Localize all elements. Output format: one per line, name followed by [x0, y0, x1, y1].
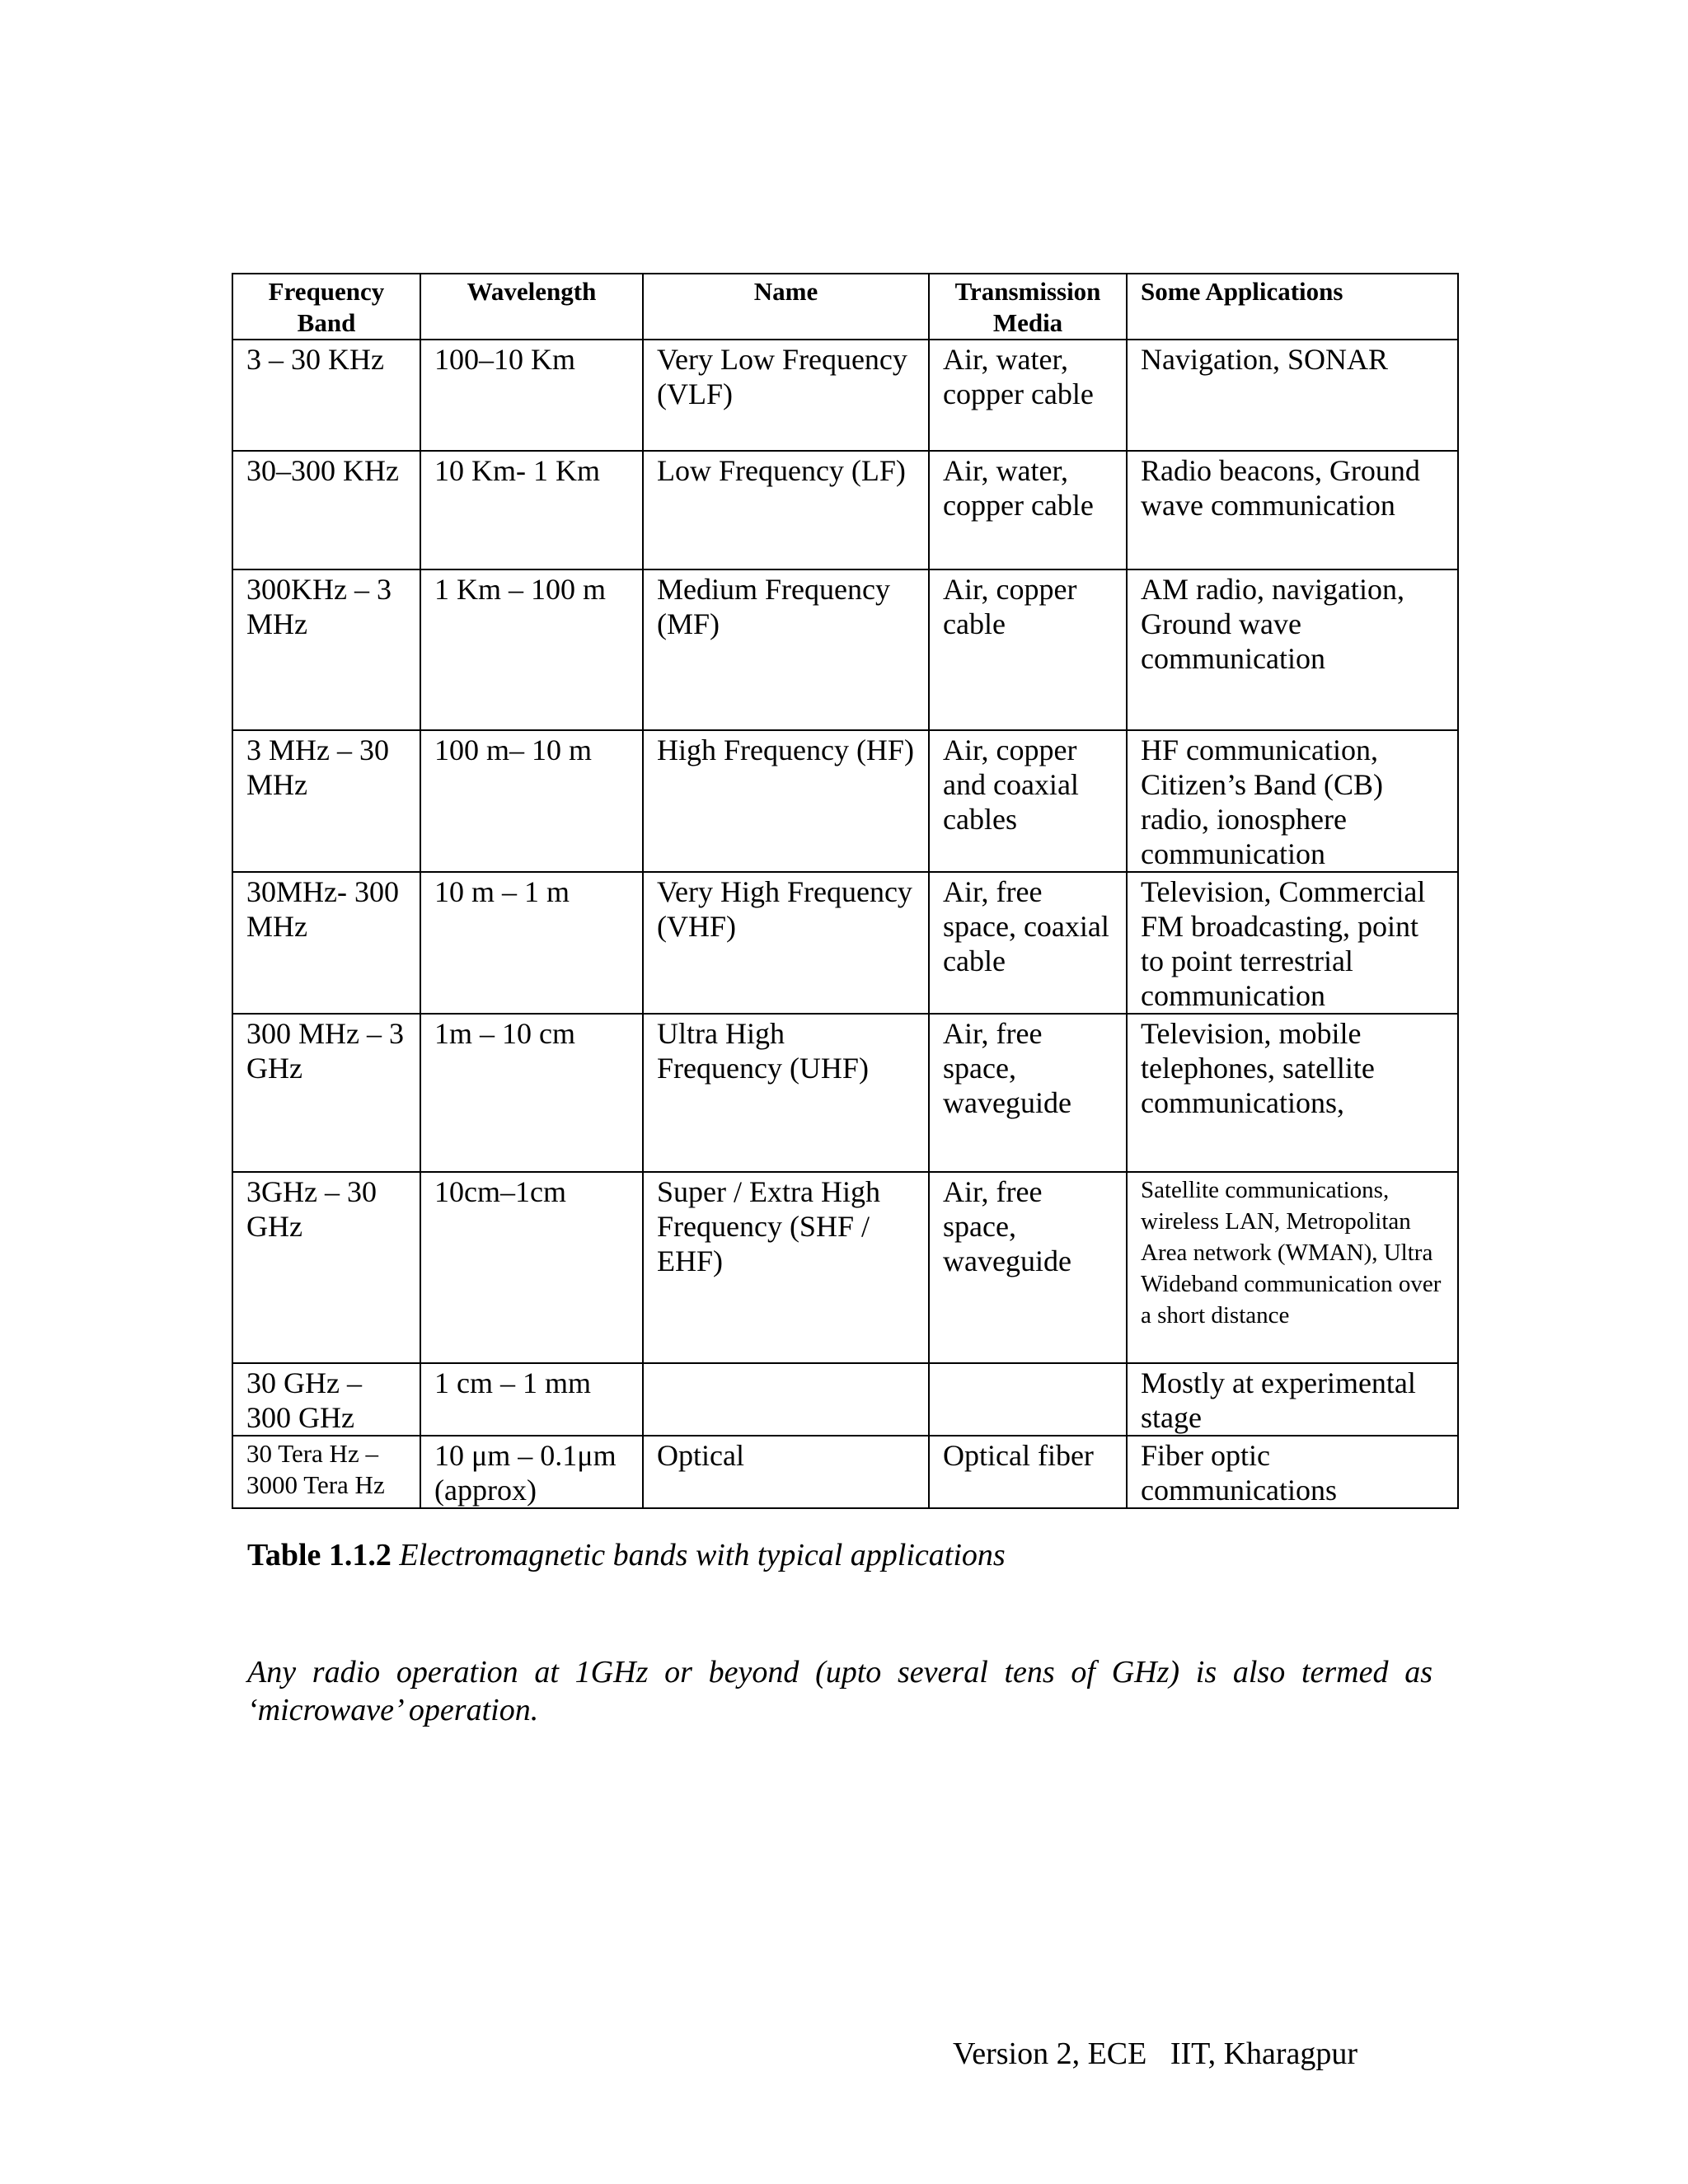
cell-media: Air, water, copper cable: [929, 451, 1127, 569]
table-row: [232, 569, 1458, 730]
caption-text: Electromagnetic bands with typical applications: [399, 1538, 1006, 1572]
cell-band: 30MHz- 300 MHz: [232, 872, 420, 1014]
cell-band: 30 Tera Hz – 3000 Tera Hz: [232, 1436, 420, 1508]
cell-name: High Frequency (HF): [643, 730, 929, 872]
cell-media: Air, copper and coaxial cables: [929, 730, 1127, 872]
table-row: [232, 872, 1458, 1014]
cell-name: [643, 1363, 929, 1436]
page-footer: Version 2, ECE IIT, Kharagpur: [953, 2036, 1358, 2071]
cell-applications: HF communication, Citizen’s Band (CB) radio, ionosphere communication: [1127, 730, 1458, 872]
cell-media: Air, free space, waveguide: [929, 1014, 1127, 1172]
cell-applications: Radio beacons, Ground wave communication: [1127, 451, 1458, 569]
cell-applications: Navigation, SONAR: [1127, 340, 1458, 451]
microwave-note: Any radio operation at 1GHz or beyond (upto several tens of GHz) is also termed as ‘microwave’ operation.: [247, 1655, 1432, 1727]
cell-band: 3 – 30 KHz: [232, 340, 420, 451]
cell-wavelength: 100 m– 10 m: [420, 730, 643, 872]
cell-applications: Satellite communications, wireless LAN, Metropolitan Area network (WMAN), Ultra Wideband communication over a short distance: [1127, 1172, 1458, 1363]
cell-name: Medium Frequency (MF): [643, 569, 929, 730]
header-name: Name: [643, 274, 929, 340]
cell-name: Optical: [643, 1436, 929, 1508]
table-header-row: [232, 274, 1458, 340]
cell-band: 300KHz – 3 MHz: [232, 569, 420, 730]
cell-band: 3 MHz – 30 MHz: [232, 730, 420, 872]
cell-wavelength: 10 Km- 1 Km: [420, 451, 643, 569]
header-some-applications: Some Applications: [1127, 274, 1458, 340]
cell-media: Air, copper cable: [929, 569, 1127, 730]
cell-name: Very High Frequency (VHF): [643, 872, 929, 1014]
caption-label: Table 1.1.2: [247, 1538, 392, 1572]
table-row: [232, 730, 1458, 872]
header-transmission-media: Transmission Media: [929, 274, 1127, 340]
cell-media: Optical fiber: [929, 1436, 1127, 1508]
cell-wavelength: 10 m – 1 m: [420, 872, 643, 1014]
cell-applications: AM radio, navigation, Ground wave communication: [1127, 569, 1458, 730]
cell-band: 3GHz – 30 GHz: [232, 1172, 420, 1363]
cell-band: 300 MHz – 3 GHz: [232, 1014, 420, 1172]
cell-applications: Mostly at experimental stage: [1127, 1363, 1458, 1436]
cell-name: Low Frequency (LF): [643, 451, 929, 569]
header-wavelength: Wavelength: [420, 274, 643, 340]
table-row: [232, 1014, 1458, 1172]
cell-band: 30–300 KHz: [232, 451, 420, 569]
cell-media: Air, water, copper cable: [929, 340, 1127, 451]
table-row: [232, 1436, 1458, 1508]
table-row: [232, 1363, 1458, 1436]
cell-name: Ultra High Frequency (UHF): [643, 1014, 929, 1172]
table-row: [232, 1172, 1458, 1363]
cell-media: [929, 1363, 1127, 1436]
cell-name: Very Low Frequency (VLF): [643, 340, 929, 451]
cell-media: Air, free space, coaxial cable: [929, 872, 1127, 1014]
cell-wavelength: 10 μm – 0.1μm (approx): [420, 1436, 643, 1508]
table-caption: [247, 1537, 1006, 1573]
cell-wavelength: 1 cm – 1 mm: [420, 1363, 643, 1436]
cell-wavelength: 1m – 10 cm: [420, 1014, 643, 1172]
cell-wavelength: 1 Km – 100 m: [420, 569, 643, 730]
cell-wavelength: 100–10 Km: [420, 340, 643, 451]
cell-applications: Television, Commercial FM broadcasting, point to point terrestrial communication: [1127, 872, 1458, 1014]
cell-band: 30 GHz – 300 GHz: [232, 1363, 420, 1436]
cell-applications: Television, mobile telephones, satellite communications,: [1127, 1014, 1458, 1172]
table-row: [232, 340, 1458, 451]
em-bands-table: [232, 273, 1459, 1509]
cell-media: Air, free space, waveguide: [929, 1172, 1127, 1363]
cell-applications: Fiber optic communications: [1127, 1436, 1458, 1508]
table-row: [232, 451, 1458, 569]
cell-name: Super / Extra High Frequency (SHF / EHF): [643, 1172, 929, 1363]
cell-wavelength: 10cm–1cm: [420, 1172, 643, 1363]
header-frequency-band: Frequency Band: [232, 274, 420, 340]
